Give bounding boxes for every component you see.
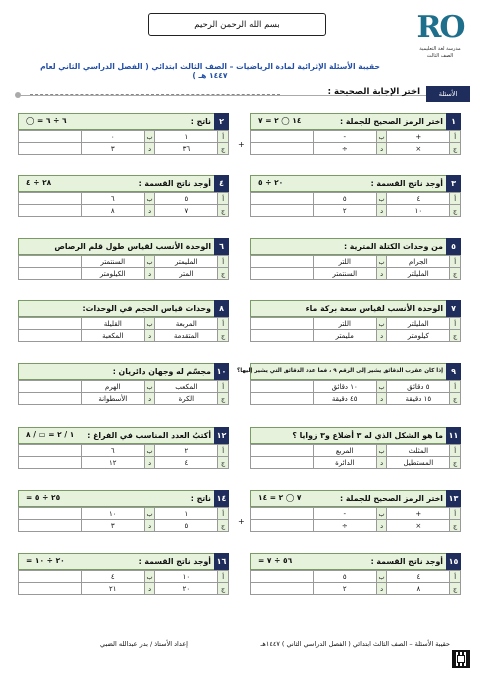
option-c[interactable]: × xyxy=(387,143,450,155)
question-expression: ٥٦ ÷ ٧ = xyxy=(258,556,293,565)
options-table xyxy=(250,255,461,280)
option-spacer xyxy=(251,131,314,143)
option-b[interactable]: ٦ xyxy=(81,445,144,457)
question-4 xyxy=(18,175,229,228)
question-10 xyxy=(18,363,229,416)
option-c[interactable]: المليلتر xyxy=(387,268,450,280)
question-number: ٧ xyxy=(446,300,461,317)
question-number: ١٤ xyxy=(214,490,229,507)
option-spacer xyxy=(19,143,82,155)
option-spacer xyxy=(19,457,82,469)
option-c[interactable]: × xyxy=(387,520,450,532)
question-number: ١٣ xyxy=(446,490,461,507)
option-letter: د xyxy=(376,393,387,405)
option-c[interactable]: ٤ xyxy=(155,457,218,469)
option-spacer xyxy=(251,381,314,393)
option-b[interactable]: اللتر xyxy=(313,318,376,330)
option-spacer xyxy=(251,205,314,217)
option-spacer xyxy=(19,508,82,520)
footer-course: حقيبة الأسئلة – الصف الثالث ابتدائي ( الفصل الدراسي الثاني ) ١٤٤٧هـ xyxy=(260,640,450,648)
option-letter: ب xyxy=(376,256,387,268)
option-letter: أ xyxy=(450,381,461,393)
option-letter: ب xyxy=(144,381,155,393)
option-spacer xyxy=(19,268,82,280)
option-b[interactable]: ٥ xyxy=(313,193,376,205)
option-a[interactable]: المليمتر xyxy=(155,256,218,268)
option-letter: د xyxy=(376,520,387,532)
option-spacer xyxy=(251,508,314,520)
option-spacer xyxy=(251,143,314,155)
option-d[interactable]: مليمتر xyxy=(313,330,376,342)
question-text: من وحدات الكتلة المترية : xyxy=(343,242,443,251)
option-letter: أ xyxy=(218,571,229,583)
option-letter: ج xyxy=(218,143,229,155)
option-letter: ج xyxy=(450,457,461,469)
option-letter: ج xyxy=(450,520,461,532)
option-letter: د xyxy=(376,457,387,469)
question-12 xyxy=(18,427,229,480)
option-d[interactable]: المكعبة xyxy=(81,330,144,342)
option-letter: ج xyxy=(218,205,229,217)
option-c[interactable]: الكرة xyxy=(155,393,218,405)
option-letter: د xyxy=(144,143,155,155)
question-expression: ٢٥ ÷ ٥ = xyxy=(26,493,61,502)
option-letter: أ xyxy=(218,256,229,268)
options-table xyxy=(250,380,461,405)
option-b[interactable]: السنتمتر xyxy=(81,256,144,268)
option-d[interactable]: الكيلومتر xyxy=(81,268,144,280)
option-a[interactable]: ٥ xyxy=(155,193,218,205)
options-table xyxy=(18,570,229,595)
questions-tag: الأسئلة xyxy=(426,86,470,102)
option-c[interactable]: ١٥ دقيقة xyxy=(387,393,450,405)
option-spacer xyxy=(251,457,314,469)
question-8 xyxy=(18,300,229,353)
option-letter: أ xyxy=(218,193,229,205)
option-letter: د xyxy=(376,583,387,595)
question-number: ٩ xyxy=(446,363,461,380)
option-letter: ب xyxy=(144,131,155,143)
option-letter: ج xyxy=(218,268,229,280)
question-text: أوجد ناتج القسمة : xyxy=(370,557,443,566)
option-d[interactable]: ٢١ xyxy=(81,583,144,595)
question-expression: ١٤ ◯ ٢ = ٧ xyxy=(258,116,302,125)
question-15 xyxy=(250,553,461,606)
option-d[interactable]: ٤٥ دقيقة xyxy=(313,393,376,405)
option-b[interactable]: القليلة xyxy=(81,318,144,330)
option-letter: ب xyxy=(376,508,387,520)
question-text: إذا كان عقرب الدقائق يشير إلى الرقم ٩ ، فما عدد الدقائق التي يشير إليها؟ xyxy=(237,368,443,374)
question-text: ناتج : xyxy=(190,117,211,126)
option-letter: ب xyxy=(144,508,155,520)
option-d[interactable]: ٣ xyxy=(81,520,144,532)
option-a[interactable]: الجرام xyxy=(387,256,450,268)
options-table xyxy=(18,255,229,280)
question-6 xyxy=(18,238,229,291)
question-number: ٥ xyxy=(446,238,461,255)
option-d[interactable]: ÷ xyxy=(313,143,376,155)
option-a[interactable]: ٤ xyxy=(387,193,450,205)
option-letter: أ xyxy=(218,508,229,520)
option-d[interactable]: ÷ xyxy=(313,520,376,532)
question-expression: ٢٨ ÷ ٤ xyxy=(26,178,52,187)
question-text: ما هو الشكل الذي له ٣ أضلاع و٣ زوايا ؟ xyxy=(292,431,443,440)
option-spacer xyxy=(251,445,314,457)
question-1 xyxy=(250,113,461,166)
option-letter: ب xyxy=(376,571,387,583)
option-spacer xyxy=(251,393,314,405)
option-spacer xyxy=(19,583,82,595)
option-a[interactable]: المثلث xyxy=(387,445,450,457)
qr-code-icon xyxy=(452,650,470,668)
option-a[interactable]: المكعب xyxy=(155,381,218,393)
option-letter: ج xyxy=(450,268,461,280)
option-letter: د xyxy=(376,143,387,155)
option-a[interactable]: ١ xyxy=(155,508,218,520)
option-d[interactable]: السنتمتر xyxy=(313,268,376,280)
question-number: ٦ xyxy=(214,238,229,255)
instruction-text: اختر الإجابة الصحيحة : xyxy=(327,87,420,97)
option-d[interactable]: ٣ xyxy=(81,143,144,155)
option-c[interactable]: ٥ xyxy=(155,520,218,532)
question-2 xyxy=(18,113,229,166)
option-letter: د xyxy=(144,268,155,280)
dashed-rule xyxy=(30,94,280,95)
option-spacer xyxy=(251,583,314,595)
option-letter: د xyxy=(144,205,155,217)
option-letter: د xyxy=(144,393,155,405)
option-letter: أ xyxy=(218,131,229,143)
option-c[interactable]: كيلومتر xyxy=(387,330,450,342)
question-text: أوجد ناتج القسمة : xyxy=(370,179,443,188)
option-b[interactable]: ١٠ دقائق xyxy=(313,381,376,393)
option-letter: ب xyxy=(144,318,155,330)
option-letter: أ xyxy=(450,508,461,520)
options-table xyxy=(18,130,229,155)
option-letter: ج xyxy=(218,520,229,532)
option-letter: د xyxy=(376,205,387,217)
option-letter: د xyxy=(144,330,155,342)
option-spacer xyxy=(19,131,82,143)
option-c[interactable]: المتر xyxy=(155,268,218,280)
option-d[interactable]: الدائرة xyxy=(313,457,376,469)
option-b[interactable]: ١٠ xyxy=(81,508,144,520)
question-text: مجسّم له وجهان دائريان : xyxy=(112,367,211,376)
question-text: الوحدة الأنسب لقياس سعة بركة ماء xyxy=(305,304,443,313)
option-b[interactable]: ٥ xyxy=(313,571,376,583)
question-text: الوحدة الأنسب لقياس طول قلم الرصاص xyxy=(54,242,211,251)
question-number: ٢ xyxy=(214,113,229,130)
question-text: أوجد ناتج القسمة : xyxy=(138,179,211,188)
option-a[interactable]: ٤ xyxy=(387,571,450,583)
question-14 xyxy=(18,490,229,543)
question-text: أوجد ناتج القسمة : xyxy=(138,557,211,566)
question-text: وحدات قياس الحجم في الوحدات: xyxy=(82,304,211,313)
plus-mark: + xyxy=(238,517,245,526)
option-letter: د xyxy=(144,457,155,469)
question-number: ١٦ xyxy=(214,553,229,570)
option-letter: ج xyxy=(218,393,229,405)
question-11 xyxy=(250,427,461,480)
option-letter: د xyxy=(144,520,155,532)
option-letter: ج xyxy=(450,205,461,217)
instruction-bar xyxy=(30,86,470,104)
question-number: ٣ xyxy=(446,175,461,192)
option-a[interactable]: ١ xyxy=(155,131,218,143)
option-c[interactable]: ٢٠ xyxy=(155,583,218,595)
options-table xyxy=(18,507,229,532)
option-a[interactable]: ٥ دقائق xyxy=(387,381,450,393)
option-a[interactable]: ١٠ xyxy=(155,571,218,583)
option-b[interactable]: ٠ xyxy=(81,131,144,143)
option-letter: ج xyxy=(218,583,229,595)
plus-mark: + xyxy=(238,140,245,149)
option-letter: ج xyxy=(218,330,229,342)
option-b[interactable]: - xyxy=(313,508,376,520)
option-spacer xyxy=(19,193,82,205)
option-letter: د xyxy=(376,330,387,342)
question-3 xyxy=(250,175,461,228)
option-spacer xyxy=(19,393,82,405)
question-expression: ٢٠ ÷ ٥ xyxy=(258,178,284,187)
question-number: ١٠ xyxy=(214,363,229,380)
question-13 xyxy=(250,490,461,543)
option-b[interactable]: ٦ xyxy=(81,193,144,205)
page-title: حقيبة الأسئلة الإثرائية لمادة الرياضيات – الصف الثالث ابتدائي ( الفصل الدراسي الثاني لعام ١٤٤٧ هـ ) xyxy=(40,62,380,80)
options-table xyxy=(18,192,229,217)
option-b[interactable]: المربع xyxy=(313,445,376,457)
question-text: أكتبُ العدد المناسب في الفراغ : xyxy=(87,431,211,440)
question-number: ٨ xyxy=(214,300,229,317)
option-letter: ب xyxy=(144,193,155,205)
question-expression: ٢٠ ÷ ١٠ = xyxy=(26,556,65,565)
question-number: ١ xyxy=(446,113,461,130)
option-d[interactable]: الأسطوانة xyxy=(81,393,144,405)
option-b[interactable]: ٤ xyxy=(81,571,144,583)
logo-grade: الصف الثالث xyxy=(426,53,454,59)
options-table xyxy=(250,570,461,595)
question-text: ناتج : xyxy=(190,494,211,503)
question-text: اختر الرمز الصحيح للجملة : xyxy=(339,494,443,503)
option-spacer xyxy=(251,256,314,268)
options-table xyxy=(250,130,461,155)
option-letter: د xyxy=(144,583,155,595)
option-spacer xyxy=(19,445,82,457)
basmala-box: بسم الله الرحمن الرحيم xyxy=(148,13,326,36)
option-letter: ج xyxy=(450,393,461,405)
option-letter: أ xyxy=(450,256,461,268)
options-table xyxy=(18,444,229,469)
question-7 xyxy=(250,300,461,353)
options-table xyxy=(250,507,461,532)
option-spacer xyxy=(19,381,82,393)
question-expression: ١ / ٢ = ▭ / ٨ xyxy=(26,430,75,439)
question-5 xyxy=(250,238,461,291)
question-text: اختر الرمز الصحيح للجملة : xyxy=(339,117,443,126)
option-letter: ج xyxy=(450,143,461,155)
question-number: ١١ xyxy=(446,427,461,444)
option-letter: أ xyxy=(218,445,229,457)
option-c[interactable]: ٨ xyxy=(387,583,450,595)
option-letter: ب xyxy=(144,256,155,268)
option-spacer xyxy=(251,330,314,342)
question-expression: ٧ ◯ ٢ = ١٤ xyxy=(258,493,302,502)
option-spacer xyxy=(19,330,82,342)
option-letter: أ xyxy=(450,318,461,330)
options-table xyxy=(250,444,461,469)
question-number: ١٥ xyxy=(446,553,461,570)
option-letter: ب xyxy=(376,131,387,143)
question-16 xyxy=(18,553,229,606)
option-spacer xyxy=(251,571,314,583)
question-number: ٤ xyxy=(214,175,229,192)
options-table xyxy=(18,380,229,405)
logo-mark: RO xyxy=(416,10,464,45)
question-number: ١٢ xyxy=(214,427,229,444)
option-letter: ب xyxy=(144,571,155,583)
option-letter: أ xyxy=(450,445,461,457)
options-table xyxy=(250,192,461,217)
option-c[interactable]: المتقدمة xyxy=(155,330,218,342)
option-letter: أ xyxy=(218,318,229,330)
option-a[interactable]: المليلتر xyxy=(387,318,450,330)
option-spacer xyxy=(251,268,314,280)
option-letter: ب xyxy=(376,318,387,330)
option-letter: د xyxy=(376,268,387,280)
option-c[interactable]: ٧ xyxy=(155,205,218,217)
options-table xyxy=(18,317,229,342)
option-c[interactable]: المستطيل xyxy=(387,457,450,469)
option-letter: ب xyxy=(144,445,155,457)
option-spacer xyxy=(19,256,82,268)
option-letter: أ xyxy=(450,571,461,583)
option-letter: أ xyxy=(218,381,229,393)
question-9 xyxy=(237,363,461,416)
option-a[interactable]: المربعة xyxy=(155,318,218,330)
option-letter: ب xyxy=(376,193,387,205)
option-b[interactable]: - xyxy=(313,131,376,143)
option-letter: ج xyxy=(450,330,461,342)
option-d[interactable]: ٢ xyxy=(313,205,376,217)
option-spacer xyxy=(19,205,82,217)
option-letter: ج xyxy=(450,583,461,595)
option-d[interactable]: ١٢ xyxy=(81,457,144,469)
option-letter: أ xyxy=(450,193,461,205)
option-letter: أ xyxy=(450,131,461,143)
option-spacer xyxy=(19,318,82,330)
option-spacer xyxy=(251,520,314,532)
logo xyxy=(410,10,470,68)
option-spacer xyxy=(19,520,82,532)
option-b[interactable]: اللتر xyxy=(313,256,376,268)
footer-author: إعداد الأستاذ / بدر عبدالله الضبي xyxy=(100,640,188,648)
option-c[interactable]: ٣٦ xyxy=(155,143,218,155)
options-table xyxy=(250,317,461,342)
option-a[interactable]: + xyxy=(387,508,450,520)
option-c[interactable]: ١٠ xyxy=(387,205,450,217)
option-letter: ب xyxy=(376,445,387,457)
option-a[interactable]: ٢ xyxy=(155,445,218,457)
option-letter: ب xyxy=(376,381,387,393)
option-d[interactable]: ٨ xyxy=(81,205,144,217)
option-spacer xyxy=(19,571,82,583)
option-spacer xyxy=(251,318,314,330)
option-d[interactable]: ٢ xyxy=(313,583,376,595)
question-expression: ٦ ÷ ٦ = ◯ xyxy=(26,116,67,125)
option-spacer xyxy=(251,193,314,205)
option-a[interactable]: + xyxy=(387,131,450,143)
option-b[interactable]: الهرم xyxy=(81,381,144,393)
option-letter: ج xyxy=(218,457,229,469)
logo-subtitle: مدرسة لغة التعليمية xyxy=(419,46,461,52)
